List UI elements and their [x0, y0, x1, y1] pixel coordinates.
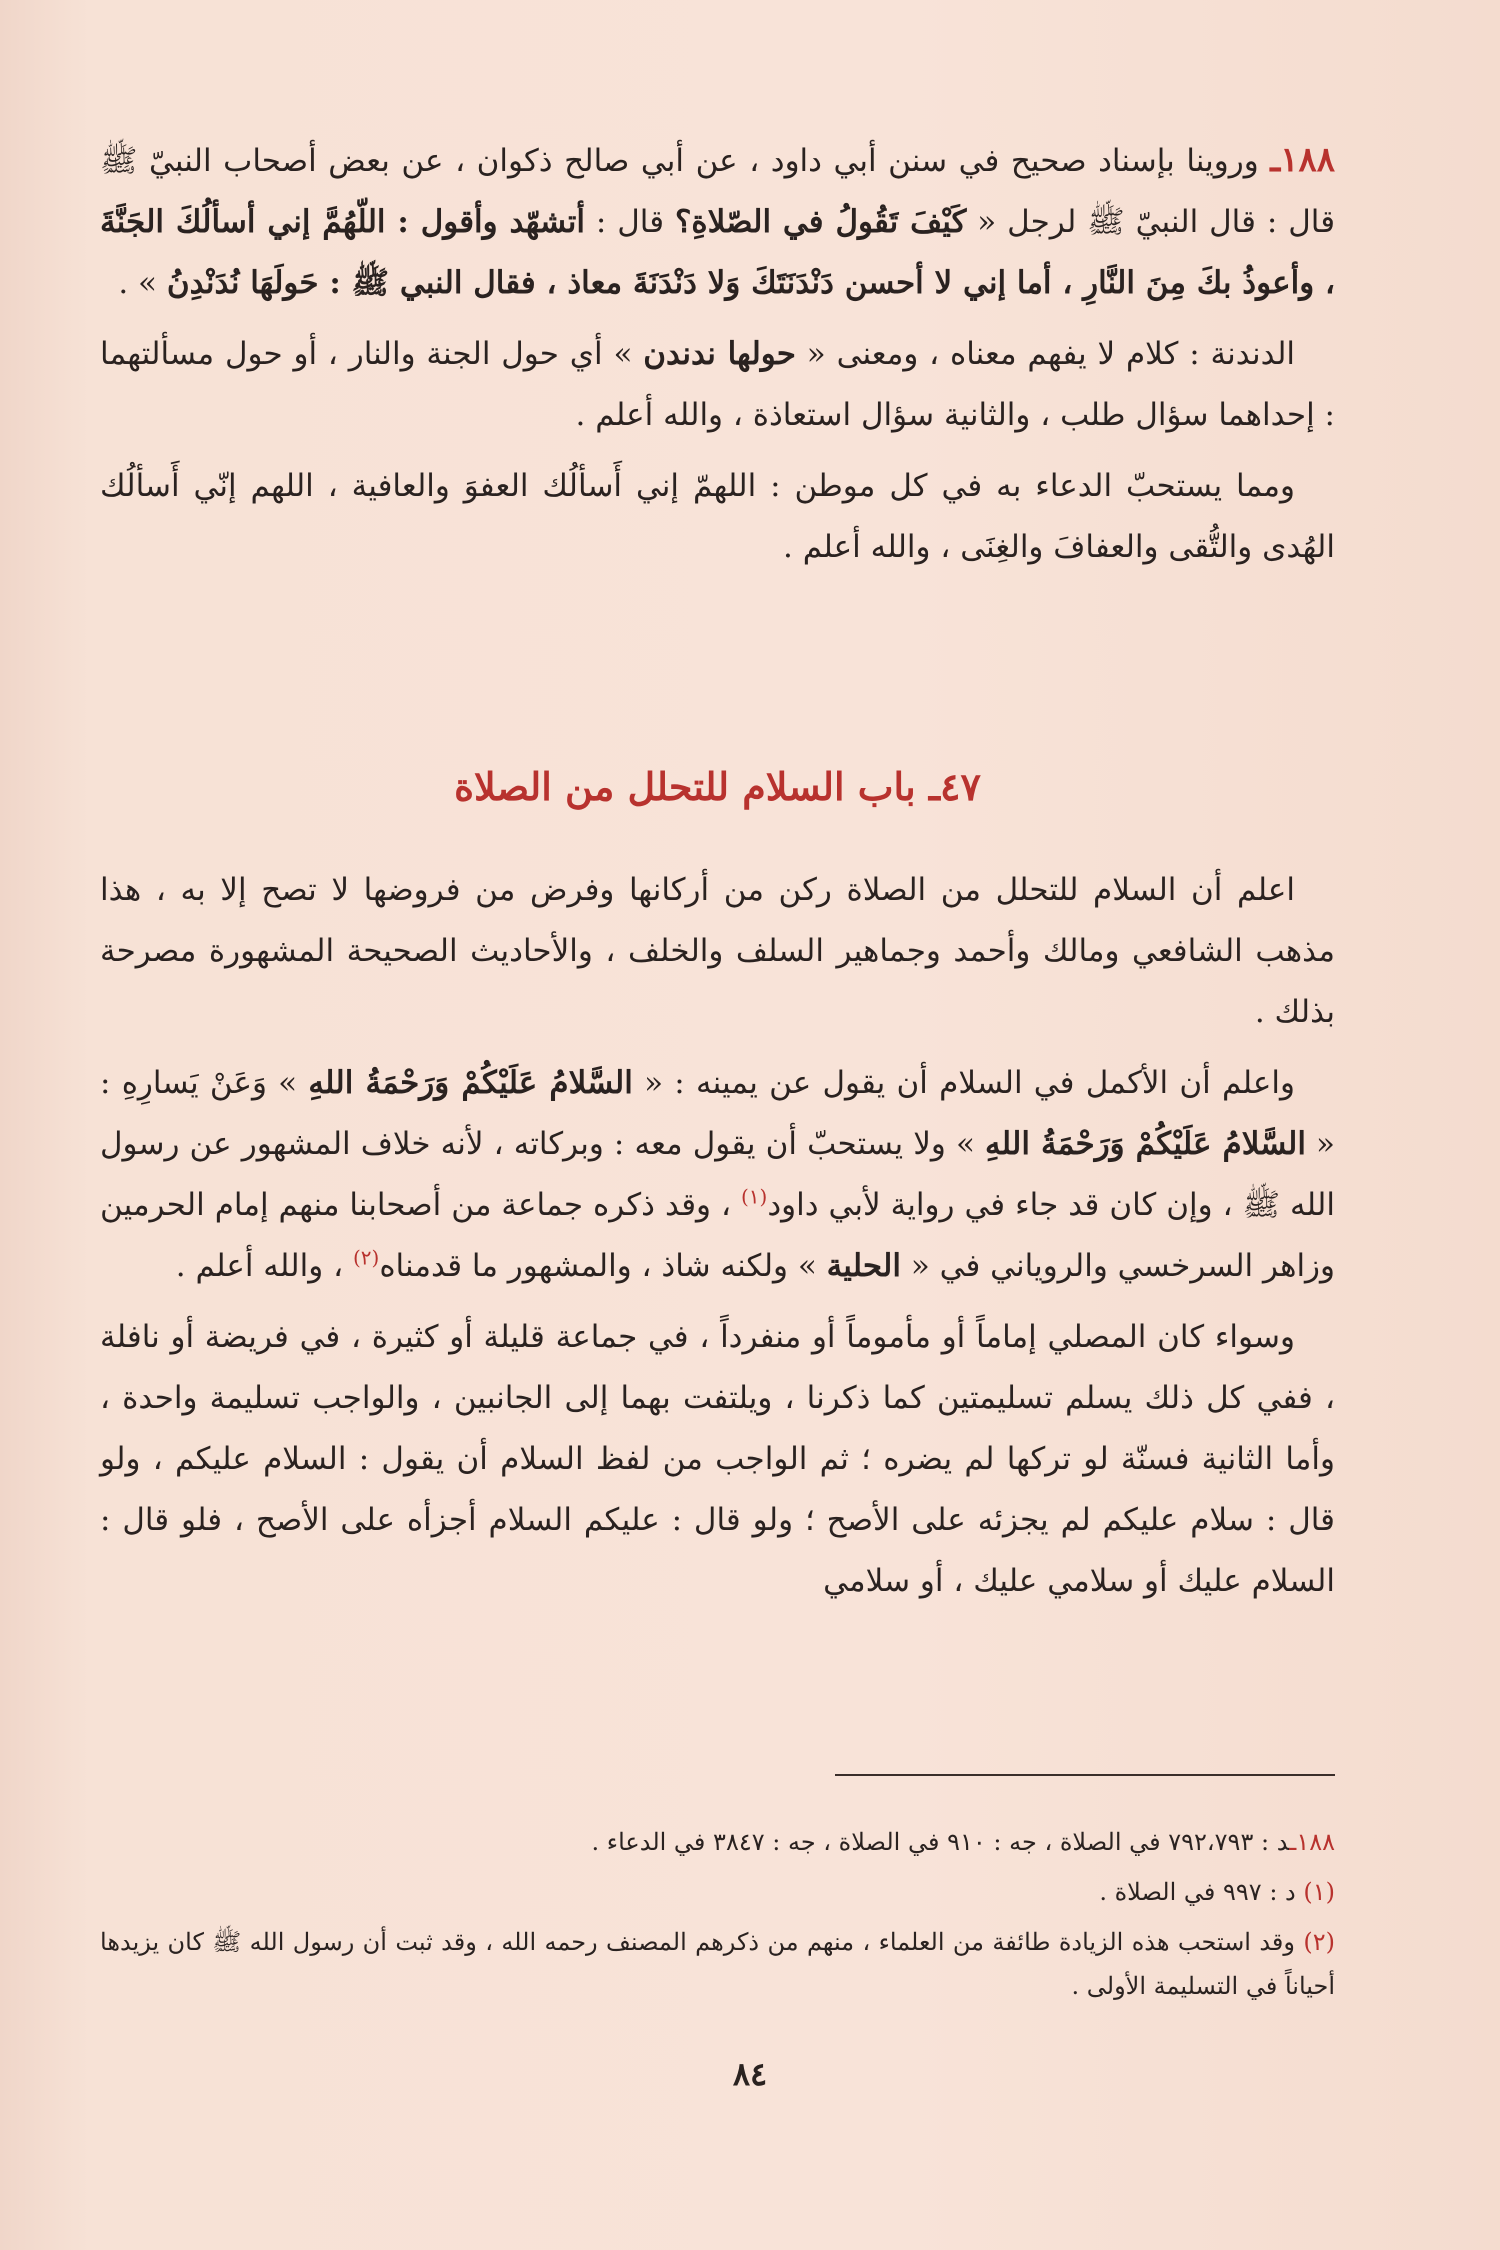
hadith-quote: أتشهّد وأقول : اللّهُمَّ إني أسألُكَ الجَنَّةَ ، وأعوذُ بكَ مِنَ النَّارِ ، أما إني لا أحسن دَنْدَنَتَكَ وَلا دَنْدَنَةَ معاذ ، فقال النبي ﷺ : حَولَهَا نُدَنْدِنُ [100, 204, 1335, 301]
footnote-ref-2[interactable]: (٢) [352, 1245, 380, 1270]
chapter-title: ٤٧ـ باب السلام للتحلل من الصلاة [454, 764, 981, 809]
paragraph-text: ، والله أعلم . [175, 1248, 353, 1284]
footnote-text: وقد استحب هذه الزيادة طائفة من العلماء ، منهم من ذكرهم المصنف رحمه الله ، وقد ثبت أن رسول الله ﷺ كان يزيدها أحياناً في التسليمة الأولى . [100, 1928, 1335, 2000]
paragraph-text: الدندنة : كلام لا يفهم معناه ، ومعنى « [795, 336, 1296, 372]
paragraph-dua: ومما يستحبّ الدعاء به في كل موطن : اللهمّ إني أَسألُك العفوَ والعافية ، اللهم إنّي أَسألُك الهُدى والتُّقى والعفافَ والغِنَى ، والله أعلم . [100, 468, 1335, 565]
paragraph-text: » أي حول الجنة والنار ، أو حول مسألتهما : إحداهما سؤال طلب ، والثانية سؤال استعاذة ، والله أعلم . [100, 336, 1335, 433]
hadith-number: ١٨٨ـ [1270, 140, 1335, 180]
paragraph-text: وروينا بإسناد صحيح في سنن أبي داود ، عن أبي صالح ذكوان ، عن بعض أصحاب النبيّ ﷺ قال : قال النبيّ ﷺ لرجل « [100, 143, 1336, 240]
footnote-number: (١) [1303, 1878, 1335, 1906]
paragraph-salam-1: اعلم أن السلام للتحلل من الصلاة ركن من أركانها وفرض من فروضها لا تصح إلا به ، هذا مذهب الشافعي ومالك وأحمد وجماهير السلف والخلف ، والأحاديث الصحيحة المشهورة مصرحة بذلك . [100, 872, 1335, 1030]
bold-phrase: حولها ندندن [643, 336, 796, 372]
footnote-number: ١٨٨ـ [1289, 1828, 1335, 1856]
main-text-top [100, 130, 1335, 588]
paragraph-text: قال : [584, 204, 675, 240]
footnote-ref-1[interactable]: (١) [740, 1184, 768, 1209]
main-text-bottom [100, 860, 1335, 1622]
footnote-text: د : ٧٩٢،٧٩٣ في الصلاة ، جه : ٩١٠ في الصلاة ، جه : ٣٨٤٧ في الدعاء . [591, 1828, 1290, 1856]
paragraph-text: » . [118, 265, 167, 301]
footnote-1 [100, 1870, 1335, 1914]
paragraph-text: » ولكنه شاذ ، والمشهور ما قدمناه [379, 1248, 827, 1284]
bold-phrase: الحلية [826, 1248, 901, 1284]
footnote-2 [100, 1920, 1335, 2008]
hadith-quote: كَيْفَ تَقُولُ في الصّلاةِ؟ [674, 204, 967, 240]
paragraph-dandana [100, 324, 1335, 446]
footnote-number: (٢) [1303, 1928, 1336, 1956]
paragraph-text: » ولا يستحبّ أن يقول معه : وبركاته ، لأنه خلاف المشهور عن رسول الله ﷺ ، وإن كان قد جاء في رواية لأبي داود [100, 1126, 1335, 1223]
paragraph-text: » وَعَنْ يَسارِهِ : « [100, 1065, 1335, 1162]
footnote-divider [835, 1774, 1335, 1776]
bold-phrase: السَّلامُ عَلَيْكُمْ وَرَحْمَةُ اللهِ [308, 1065, 633, 1101]
bold-phrase: السَّلامُ عَلَيْكُمْ وَرَحْمَةُ اللهِ [985, 1126, 1306, 1162]
paragraph-text: ، وقد ذكره جماعة من أصحابنا منهم إمام الحرمين وزاهر السرخسي والروياني في « [100, 1187, 1335, 1284]
footnote-188 [100, 1820, 1335, 1864]
paragraph-salam-3: وسواء كان المصلي إماماً أو مأموماً أو منفرداً ، في جماعة قليلة أو كثيرة ، في فريضة أو نافلة ، ففي كل ذلك يسلم تسليمتين كما ذكرنا ، ويلتفت بهما إلى الجانبين ، والواجب تسليمة واحدة ، وأما الثانية فسنّة لو تركها لم يضره ؛ ثم الواجب من لفظ السلام أن يقول : السلام عليكم ، ولو قال : سلام عليكم لم يجزئه على الأصح ؛ ولو قال : عليكم السلام أجزأه على الأصح ، فلو قال : السلام عليك أو سلامي عليك ، أو سلامي [100, 1319, 1335, 1599]
footnote-text: د : ٩٩٧ في الصلاة . [1099, 1878, 1304, 1906]
footnotes [100, 1820, 1335, 2014]
paragraph-188 [100, 130, 1335, 314]
page-number: ٨٤ [732, 2055, 768, 2093]
paragraph-text: واعلم أن الأكمل في السلام أن يقول عن يمينه : « [632, 1065, 1296, 1101]
paragraph-salam-2 [100, 1053, 1335, 1297]
